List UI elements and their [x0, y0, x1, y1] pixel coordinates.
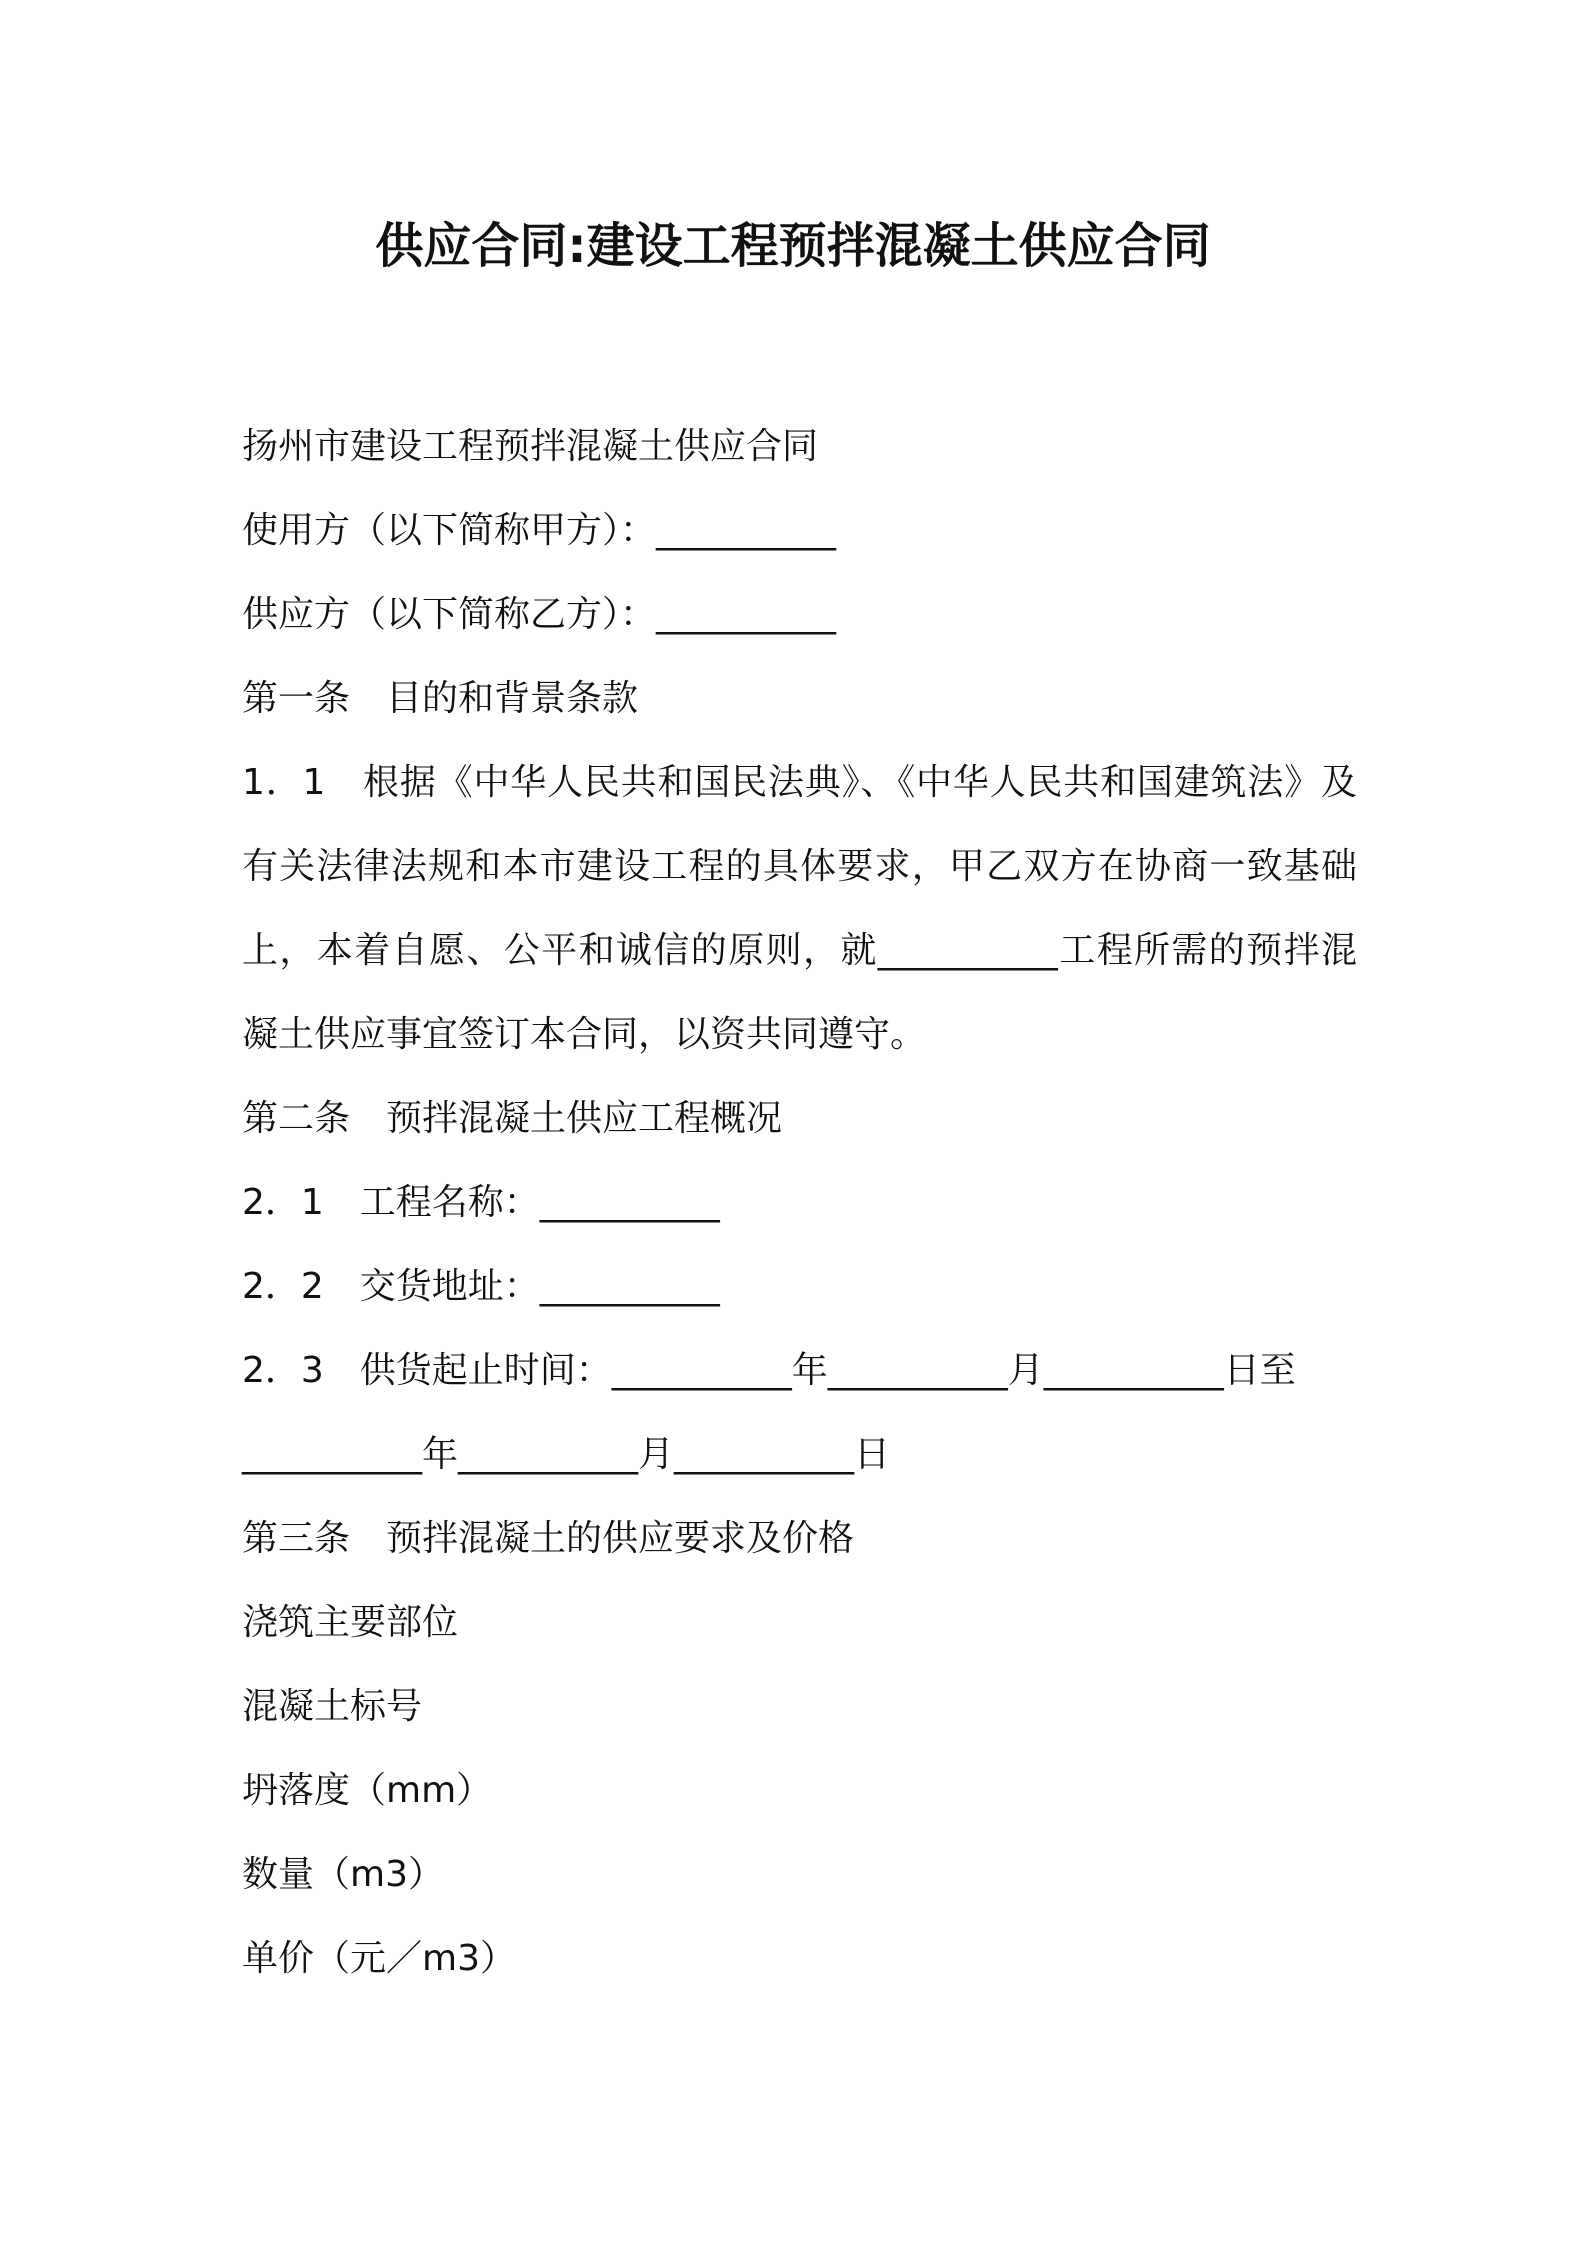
article-2-heading: 第二条 预拌混凝土供应工程概况	[242, 1098, 783, 1139]
clause-1-1-paragraph: 1．1 根据《中华人民共和国民法典》、《中华人民共和国建筑法》及有关法律法规和本市建设工程的具体要求，甲乙双方在协商一致基础上，本着自愿、公平和诚信的原则，就__________工程所需的预拌混凝土供应事宜签订本合同，以资共同遵守。	[242, 762, 1357, 1055]
article-1-heading: 第一条 目的和背景条款	[242, 678, 639, 719]
document-title: 供应合同:建设工程预拌混凝土供应合同	[375, 218, 1211, 274]
party-b-line: 供应方（以下简称乙方）：__________	[242, 594, 837, 635]
clause-2-2-line: 2．2 交货地址：__________	[242, 1266, 720, 1307]
clause-2-3-line-2: __________年__________月__________日	[242, 1434, 890, 1475]
item-quantity: 数量（m3）	[242, 1854, 444, 1895]
item-concrete-grade: 混凝土标号	[242, 1686, 423, 1727]
item-unit-price: 单价（元／m3）	[242, 1938, 516, 1979]
party-a-line: 使用方（以下简称甲方）：__________	[242, 510, 837, 551]
article-3-heading: 第三条 预拌混凝土的供应要求及价格	[242, 1518, 855, 1559]
contract-name-line: 扬州市建设工程预拌混凝土供应合同	[242, 426, 819, 467]
item-slump: 坍落度（mm）	[242, 1770, 493, 1811]
item-pouring-location: 浇筑主要部位	[242, 1602, 459, 1643]
clause-2-3-line-1: 2．3 供货起止时间：__________年__________月__________日至	[242, 1350, 1296, 1391]
document-body	[242, 405, 1357, 2001]
clause-2-1-line: 2．1 工程名称：__________	[242, 1182, 720, 1223]
